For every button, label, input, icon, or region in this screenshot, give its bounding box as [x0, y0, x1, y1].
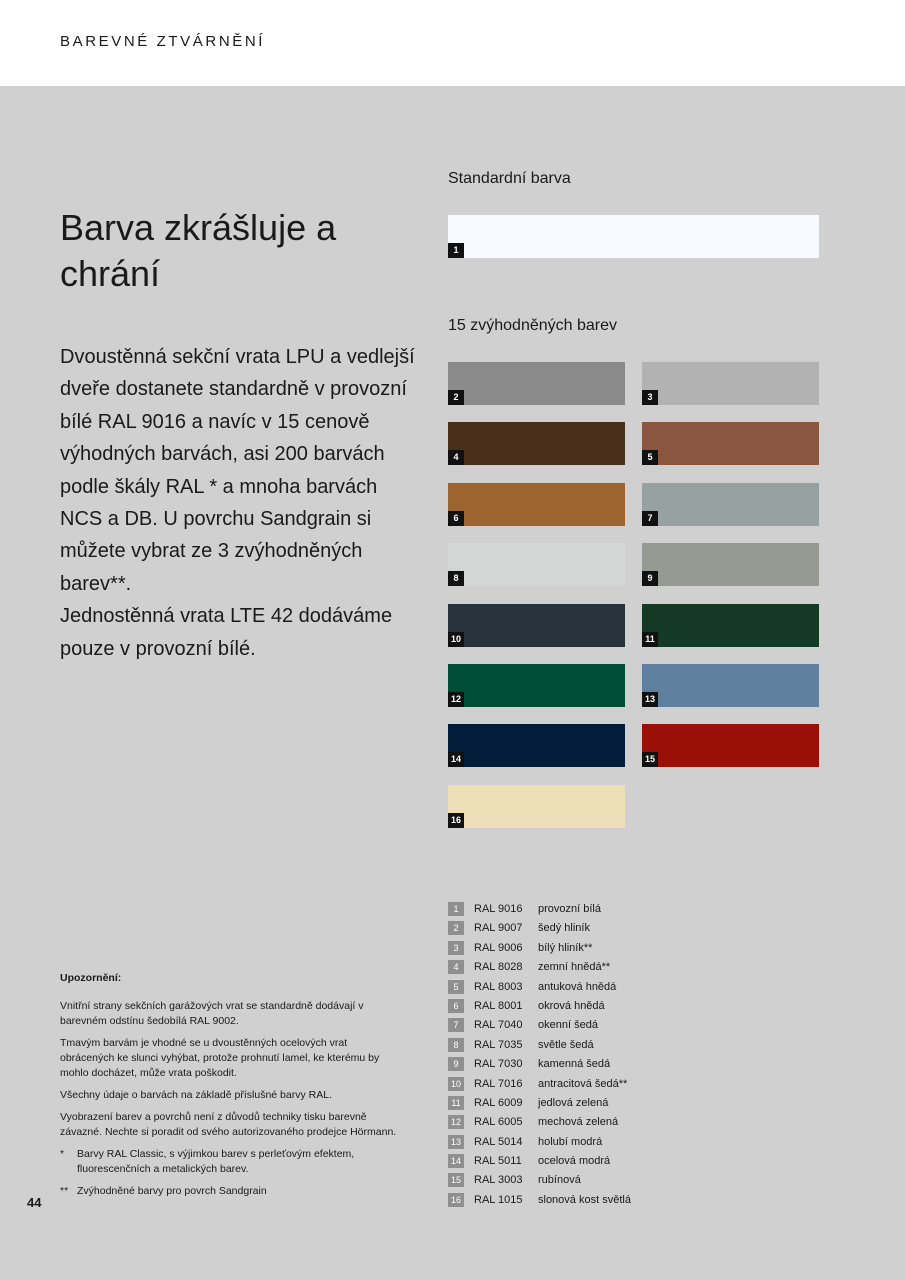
swatch-number: 6 [448, 511, 464, 526]
legend-color-name: holubí modrá [538, 1135, 603, 1148]
preferred-colors-heading: 15 zvýhodněných barev [448, 317, 617, 334]
legend-color-name: antuková hnědá [538, 980, 617, 993]
intro-text [60, 341, 422, 665]
legend-ral-code: RAL 7040 [474, 1019, 523, 1032]
legend-ral-code: RAL 8003 [474, 980, 523, 993]
swatch-number: 13 [642, 692, 658, 707]
legend-number: 11 [448, 1096, 464, 1110]
color-swatch-10 [448, 604, 625, 647]
section-label: BAREVNÉ ZTVÁRNĚNÍ [60, 33, 266, 50]
legend-row [448, 1154, 868, 1173]
color-swatch-5 [642, 422, 819, 465]
legend-number: 6 [448, 999, 464, 1013]
legend-color-name: slonová kost světlá [538, 1193, 631, 1206]
note-paragraph: Vnitřní strany sekčních garážových vrat se standardně dodávají v barevném odstínu šedobílá RAL 9002. [60, 1000, 364, 1027]
legend-color-name: zemní hnědá** [538, 961, 611, 974]
note-paragraph: Tmavým barvám je vhodné se u dvoustěnných ocelových vrat obrácených ke slunci vyhýbat, protože prohnutí lamel, ke kterému by mohlo docházet, může vrata poškodit. [60, 1037, 380, 1079]
color-swatch-6 [448, 483, 625, 526]
legend-ral-code: RAL 6009 [474, 1096, 523, 1109]
legend-color-name: ocelová modrá [538, 1155, 611, 1168]
color-swatch-standard [448, 215, 819, 258]
color-swatch-8 [448, 543, 625, 586]
swatch-number: 8 [448, 571, 464, 586]
legend-ral-code: RAL 9006 [474, 941, 523, 954]
legend-color-name: antracitová šedá** [538, 1077, 628, 1090]
legend-number: 4 [448, 960, 464, 974]
swatch-number: 11 [642, 632, 658, 647]
legend-row [448, 1193, 868, 1212]
legend-ral-code: RAL 3003 [474, 1174, 523, 1187]
legend-ral-code: RAL 5011 [474, 1155, 522, 1168]
footnote-1 [60, 1147, 400, 1177]
legend-row [448, 1018, 868, 1037]
color-swatch-2 [448, 362, 625, 405]
color-swatch-11 [642, 604, 819, 647]
swatch-number: 5 [642, 450, 658, 465]
legend-color-name: jedlová zelená [538, 1096, 609, 1109]
legend-color-name: mechová zelená [538, 1116, 619, 1129]
color-swatch-16 [448, 785, 625, 828]
legend-number: 12 [448, 1115, 464, 1129]
legend-ral-code: RAL 7016 [474, 1077, 523, 1090]
legend-row [448, 902, 868, 921]
legend-number: 14 [448, 1154, 464, 1168]
color-legend [448, 902, 868, 1212]
swatch-number: 7 [642, 511, 658, 526]
page-header [0, 0, 905, 86]
legend-row [448, 1038, 868, 1057]
swatch-number: 4 [448, 450, 464, 465]
footnote-text: Barvy RAL Classic, s výjimkou barev s perleťovým efektem, fluorescenčních a metalických barev. [77, 1148, 355, 1175]
footnote-mark: * [60, 1148, 65, 1160]
legend-ral-code: RAL 7030 [474, 1058, 523, 1071]
swatch-number: 14 [448, 752, 464, 767]
color-swatch-4 [448, 422, 625, 465]
legend-ral-code: RAL 6005 [474, 1116, 523, 1129]
color-swatch-15 [642, 724, 819, 767]
footnote-text: Zvýhodněné barvy pro povrch Sandgrain [77, 1185, 267, 1197]
legend-number: 8 [448, 1038, 464, 1052]
legend-number: 3 [448, 941, 464, 955]
legend-color-name: bílý hliník** [538, 941, 593, 954]
legend-row [448, 1173, 868, 1192]
legend-row [448, 960, 868, 979]
legend-number: 7 [448, 1018, 464, 1032]
legend-ral-code: RAL 8001 [474, 999, 523, 1012]
page-title: Barva zkrášluje a chrání [60, 207, 337, 294]
legend-row [448, 1096, 868, 1115]
legend-row [448, 1077, 868, 1096]
footnote-mark: ** [60, 1185, 69, 1197]
legend-color-name: rubínová [538, 1174, 581, 1187]
legend-color-name: světle šedá [538, 1038, 594, 1051]
intro-paragraph-1: Dvoustěnná sekční vrata LPU a vedlejší dveře dostanete standardně v provozní bílé RAL 9016 a navíc v 15 cenově výhodných barvách, asi 200 barvách podle škály RAL * a mnoha barvách NCS a DB. U povrchu Sandgrain si můžete vybrat ze 3 zvýhodněných barev**. [60, 346, 415, 595]
legend-row [448, 1115, 868, 1134]
swatch-number: 3 [642, 390, 658, 405]
swatch-number: 16 [448, 813, 464, 828]
legend-ral-code: RAL 8028 [474, 961, 523, 974]
legend-number: 5 [448, 980, 464, 994]
swatch-number: 2 [448, 390, 464, 405]
color-swatch-14 [448, 724, 625, 767]
swatch-number: 15 [642, 752, 658, 767]
color-swatch-12 [448, 664, 625, 707]
legend-color-name: provozní bílá [538, 903, 601, 915]
swatch-number: 12 [448, 692, 464, 707]
legend-number: 13 [448, 1135, 464, 1149]
swatch-number: 10 [448, 632, 464, 647]
notes-block [60, 971, 400, 1206]
notes-title: Upozornění: [60, 972, 122, 984]
legend-color-name: kamenná šedá [538, 1058, 611, 1071]
legend-ral-code: RAL 9007 [474, 922, 523, 935]
note-paragraph: Všechny údaje o barvách na základě příslušné barvy RAL. [60, 1089, 332, 1101]
page-number: 44 [27, 1195, 42, 1210]
legend-row [448, 941, 868, 960]
legend-number: 10 [448, 1077, 464, 1091]
legend-number: 2 [448, 921, 464, 935]
standard-color-heading: Standardní barva [448, 170, 571, 187]
color-swatch-3 [642, 362, 819, 405]
color-swatch-9 [642, 543, 819, 586]
legend-number: 9 [448, 1057, 464, 1071]
legend-ral-code: RAL 9016 [474, 903, 523, 915]
legend-ral-code: RAL 7035 [474, 1038, 523, 1051]
legend-number: 1 [448, 902, 464, 916]
note-paragraph: Vyobrazení barev a povrchů není z důvodů techniky tisku barevně závazné. Nechte si poradit od svého autorizovaného prodejce Hörmann. [60, 1111, 397, 1138]
legend-row [448, 999, 868, 1018]
legend-ral-code: RAL 5014 [474, 1135, 523, 1148]
swatch-number: 1 [448, 243, 464, 258]
legend-row [448, 980, 868, 999]
intro-paragraph-2: Jednostěnná vrata LTE 42 dodáváme pouze v provozní bílé. [60, 605, 393, 660]
footnote-2 [60, 1184, 400, 1199]
swatch-number: 9 [642, 571, 658, 586]
legend-row [448, 921, 868, 940]
color-swatch-7 [642, 483, 819, 526]
legend-number: 16 [448, 1193, 464, 1207]
legend-number: 15 [448, 1173, 464, 1187]
legend-color-name: okrová hnědá [538, 999, 605, 1012]
legend-color-name: šedý hliník [538, 922, 590, 935]
legend-color-name: okenní šedá [538, 1019, 598, 1032]
legend-row [448, 1135, 868, 1154]
color-swatch-13 [642, 664, 819, 707]
legend-ral-code: RAL 1015 [474, 1193, 523, 1206]
legend-row [448, 1057, 868, 1076]
